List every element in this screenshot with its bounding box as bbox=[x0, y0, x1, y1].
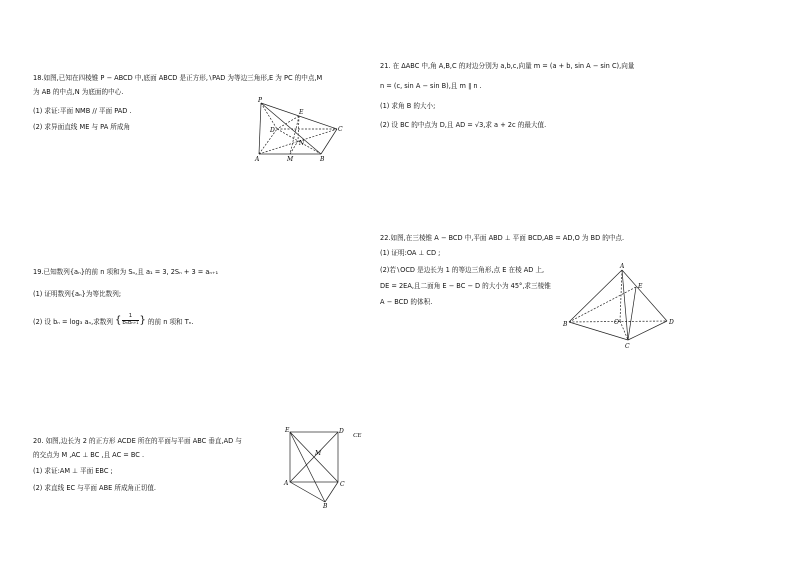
p18-label-D: D bbox=[270, 127, 275, 134]
p18-label-P: P bbox=[258, 97, 263, 104]
p19-line-3b: 的前 n 项和 Tₙ. bbox=[147, 317, 194, 326]
p18-pyramid-figure bbox=[250, 95, 350, 165]
p18-line-2: 为 AB 的中点,N 为底面的中心. bbox=[33, 88, 124, 96]
p20-label-E: E bbox=[285, 427, 290, 434]
p19-fraction-group: { 1 bₙbₙ₊₁ } bbox=[115, 313, 146, 327]
p22-line-5: A − BCD 的体积. bbox=[380, 298, 433, 306]
p20-line-3: (1) 求证:AM ⊥ 平面 EBC ; bbox=[33, 467, 113, 475]
p22-label-O: O bbox=[614, 319, 619, 326]
p19-fraction-denominator: bₙbₙ₊₁ bbox=[122, 320, 139, 327]
p20-line-4: (2) 求直线 EC 与平面 ABE 所成角正切值. bbox=[33, 484, 157, 492]
p18-label-M: M bbox=[287, 156, 294, 163]
p18-label-A: A bbox=[255, 156, 260, 163]
p19-fraction-numerator: 1 bbox=[128, 313, 133, 319]
p22-label-C: C bbox=[625, 343, 630, 350]
p20-stray-text: CE bbox=[353, 432, 362, 439]
p20-line-1: 20. 如图,边长为 2 的正方形 ACDE 所在的平面与平面 ABC 垂直,AD 与 bbox=[33, 437, 242, 445]
p18-label-B: B bbox=[320, 156, 325, 163]
p22-line-1: 22.如图,在三棱锥 A − BCD 中,平面 ABD ⊥ 平面 BCD,AB = AD,O 为 BD 的中点. bbox=[380, 234, 625, 242]
p22-line-3: (2)若∖OCD 是边长为 1 的等边三角形,点 E 在棱 AD 上, bbox=[380, 266, 545, 274]
p20-square-figure bbox=[280, 424, 350, 510]
p21-line-3: (1) 求角 B 的大小; bbox=[380, 102, 436, 110]
p19-line-1: 19.已知数列{aₙ}的前 n 项和为 Sₙ,且 a₁ = 3, 2Sₙ + 3 = aₙ₊₁ bbox=[33, 268, 219, 276]
p22-tetrahedron-figure bbox=[560, 262, 680, 350]
p18-label-C: C bbox=[338, 126, 343, 133]
p20-label-A: A bbox=[284, 480, 289, 487]
p19-line-3 bbox=[33, 314, 194, 327]
p22-label-A: A bbox=[620, 263, 625, 270]
p22-label-D: D bbox=[669, 319, 674, 326]
p20-label-B: B bbox=[323, 503, 328, 510]
p18-line-1: 18.如图,已知在四棱锥 P − ABCD 中,底面 ABCD 是正方形,∖PAD 为等边三角形,E 为 PC 的中点,M bbox=[33, 74, 323, 82]
p18-label-N: N bbox=[299, 140, 305, 147]
p19-fraction bbox=[122, 314, 138, 327]
p22-label-E: E bbox=[638, 283, 643, 290]
p20-label-M: M bbox=[315, 450, 322, 457]
p22-line-4: DE = 2EA,且二面角 E − BC − D 的大小为 45°,求三棱锥 bbox=[380, 282, 551, 290]
p22-label-B: B bbox=[563, 321, 568, 328]
p21-line-2: n = (c, sin A − sin B),且 m ∥ n . bbox=[380, 82, 482, 90]
p18-line-4: (2) 求异面直线 ME 与 PA 所成角 bbox=[33, 123, 131, 131]
p18-line-3: (1) 求证:平面 NMB // 平面 PAD . bbox=[33, 107, 132, 115]
p18-label-E: E bbox=[299, 109, 304, 116]
p20-label-C: C bbox=[340, 481, 345, 488]
p20-label-D: D bbox=[339, 428, 344, 435]
p22-line-2: (1) 证明:OA ⊥ CD ; bbox=[380, 249, 441, 257]
p21-line-4: (2) 设 BC 的中点为 D,且 AD = √3,求 a + 2c 的最大值. bbox=[380, 121, 547, 129]
p19-line-2: (1) 证明数列{aₙ}为等比数列; bbox=[33, 290, 122, 298]
p19-line-3a: (2) 设 bₙ = log₃ aₙ,求数列 bbox=[33, 317, 113, 326]
p20-line-2: 的交点为 M ,AC ⊥ BC ,且 AC = BC . bbox=[33, 451, 145, 459]
p21-line-1: 21. 在 ΔABC 中,角 A,B,C 的对边分别为 a,b,c,向量 m = (a + b, sin A − sin C),向量 bbox=[380, 62, 635, 70]
